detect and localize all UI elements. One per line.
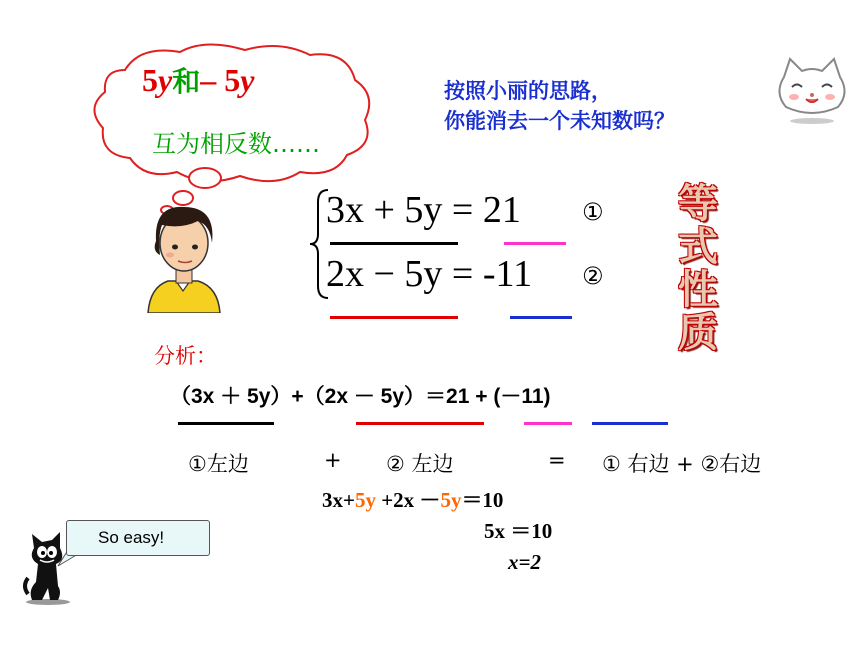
- words-equals: =: [548, 448, 566, 472]
- equation-1-number: ①: [582, 198, 604, 226]
- underline-analysis-2: [356, 422, 484, 425]
- step-1-5y: 5y: [354, 488, 376, 512]
- side-title: [678, 183, 718, 355]
- words-plus: +: [324, 448, 342, 472]
- words-eq2-left: ② 左边: [386, 452, 454, 476]
- equation-2-number: ②: [582, 262, 604, 290]
- cat-face-icon: [772, 55, 852, 125]
- words-eq1-left: ①左边: [188, 452, 249, 476]
- bubble-y2: y: [240, 62, 255, 98]
- step-3: x=2: [508, 550, 541, 574]
- step-1-c: +2x －: [375, 488, 441, 512]
- bubble-headline: [142, 60, 254, 100]
- underline-eq1-right: [504, 242, 566, 245]
- black-cat-icon: [20, 530, 76, 606]
- question-line-2: 你能消去一个未知数吗？: [444, 109, 675, 133]
- question-line-1: 按照小丽的思路，: [444, 79, 612, 103]
- bubble-and: 和: [172, 65, 201, 98]
- underline-analysis-4: [592, 422, 668, 425]
- step-1: [322, 484, 503, 514]
- bubble-neg-five: – 5: [200, 62, 241, 98]
- equation-2: 2x − 5y = -11: [326, 253, 533, 295]
- underline-analysis-1: [178, 422, 274, 425]
- bubble-y: y: [158, 62, 173, 98]
- step-1-neg5y: 5y: [440, 488, 462, 512]
- side-title-char-4: 质: [678, 310, 718, 356]
- analysis-expression: （3x ＋ 5y）+（2x － 5y）＝21 + (－11): [170, 385, 551, 408]
- underline-eq2-right: [510, 316, 572, 319]
- underline-eq1-left: [330, 242, 458, 245]
- side-title-char-1: 等: [678, 181, 718, 227]
- words-right-sides: ① 右边 + ②右边: [602, 452, 762, 476]
- step-2: 5x ＝10: [484, 519, 553, 543]
- underline-eq2-left: [330, 316, 458, 319]
- bubble-five: 5: [142, 62, 158, 98]
- question-text: [444, 76, 675, 136]
- cat-speech-text: So easy!: [98, 528, 165, 547]
- bubble-subtitle: 互为相反数……: [152, 130, 320, 158]
- underline-analysis-3: [524, 422, 572, 425]
- step-1-a: 3x+: [322, 488, 355, 512]
- side-title-char-2: 式: [678, 224, 718, 270]
- side-title-char-3: 性: [678, 267, 718, 313]
- girl-thinking-icon: [138, 195, 228, 313]
- step-1-result: ＝10: [461, 488, 504, 512]
- equation-1: 3x + 5y = 21: [326, 189, 521, 231]
- analysis-label: 分析：: [154, 344, 217, 368]
